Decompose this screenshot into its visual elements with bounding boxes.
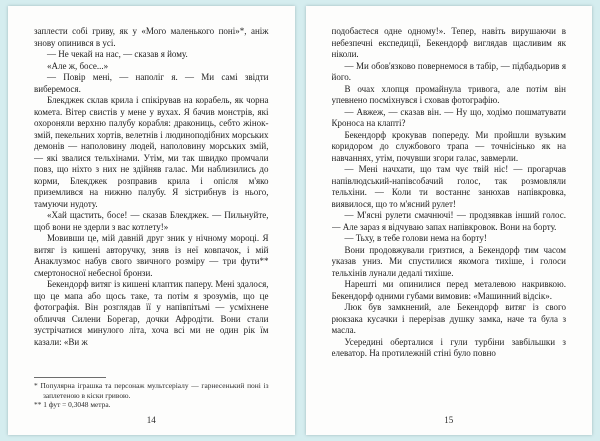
paragraph: Вони продовжували гризтися, а Бекендорф тим часом указав униз. Ми спустилися якомога тихіше, і голоси тельхінів лунали дедалі тихіше. (331, 244, 566, 278)
paragraph: В очах хлопця промайнула тривога, але потім він упевнено посміхнувся і сховав фотографію. (331, 83, 566, 106)
paragraph: — Авжеж, — сказав він. — Ну що, ходімо пошматувати Кроноса на клапті? (331, 106, 566, 129)
footnote: * Популярна іграшка та персонаж мультсеріалу — гарнесенький поні із заплетеною в кіски гривою. (34, 381, 269, 400)
paragraph: — М'ясні рулети смачнючі! — продзявкав інший голос. — Але зараз я відчуваю запах напівкровок. Вони на борту. (331, 210, 566, 232)
footnote: ** 1 фут = 0,3048 метра. (34, 400, 111, 410)
paragraph: — Ми обов'язково повернемося в табір, — підбадьорив я його. (331, 60, 566, 83)
right-page-text (332, 26, 567, 410)
paragraph: Нарешті ми опинилися перед металевою накривкою. Бекендорф одними губами вимовив: «Машинний відсік». (331, 279, 566, 301)
paragraph: Мовивши це, мій давній друг зник у нічному мороці. Я витяг із кишені авторучку, зняв із неї ковпачок, і мій Анаклузмос набув свого звичного розміру — три фути** смертоносної небесної бронзи. (34, 233, 269, 278)
footnotes-block (34, 377, 269, 410)
paragraph: Усередині оберталися і гули турбіни завбільшки з елеватор. На протилежній стіні було повно (331, 336, 566, 359)
left-page (8, 6, 295, 435)
paragraph: Бекендорф крокував попереду. Ми пройшли вузьким коридором до службового трапа — точнісінько як на навчаннях, утім, почувши згори галас, завмерли. (331, 129, 566, 163)
paragraph: — Тьху, в тебе голови нема на борту! (344, 233, 487, 244)
paragraph: «Хай щастить, босе! — сказав Блекджек. — Пильнуйте, щоб вони не здерли з вас котлету!» (34, 210, 269, 232)
paragraph: Люк був замкнений, але Бекендорф витяг із свого рюкзака кусачки і перерізав душку замка, наче та була з масла. (331, 302, 566, 336)
paragraph: Бекендорф витяг із кишені клаптик паперу. Мені здалося, що це мапа або щось таке, та потім я зрозумів, що це фотографія. Він розглядав її у напівпітьмі — усміхнене обличчя Силени Борегар, дочки Афродіти. Вони стали зустрічатися минулого літа, хоча всі ми не один рік їм казали: «Ви ж (34, 279, 269, 347)
paragraph: заплести собі гриву, як у «Мого маленького поні»*, аніж знову опинився в усі. (34, 26, 269, 48)
paragraph: — Повір мені, — наполіг я. — Ми самі звідти виберемося. (34, 72, 269, 94)
paragraph: Блекджек склав крила і спікірував на корабель, як чорна комета. Вітер свистів у мене у вухах. Я бачив монстрів, які охороняли верхню палубу корабля: дракониць, себто жінок-змій, пекельних хортів, велетнів і людиноподібних морських демонів — наполовину людей, наполовину морських змій, — які звалися тельхінами. Утім, ми так швидко промчали повз, що ніхто з них не здійняв галас. Ми наблизились до корми, Блекджек розправив крила і опісля м'яко приземлився на нижню палубу. Я зістрибнув із нього, тамуючи нудоту. (34, 95, 269, 209)
paragraph: — Не чекай на нас, — сказав я йому. (47, 49, 188, 60)
left-page-text (34, 26, 269, 372)
paragraph: — Мені начхати, що там чує твій ніс! — прогарчав напівлюдський-напівсобачий голос, так розмовляли тельхіни. — Коли ти востаннє занюхав напівкровка, виявилося, що то м'ясний рулет! (331, 164, 566, 209)
footnote-rule (34, 377, 106, 378)
left-page-number: 14 (146, 415, 156, 425)
footnote-list (34, 381, 269, 410)
paragraph: «Але ж, босе...» (47, 60, 109, 71)
right-page (306, 6, 593, 435)
right-page-number: 15 (444, 415, 454, 425)
paragraph: подобаєтеся одне одному!». Тепер, навіть вирушаючи в небезпечні експедиції, Бекендорф виглядав щасливим як ніколи. (331, 26, 566, 60)
